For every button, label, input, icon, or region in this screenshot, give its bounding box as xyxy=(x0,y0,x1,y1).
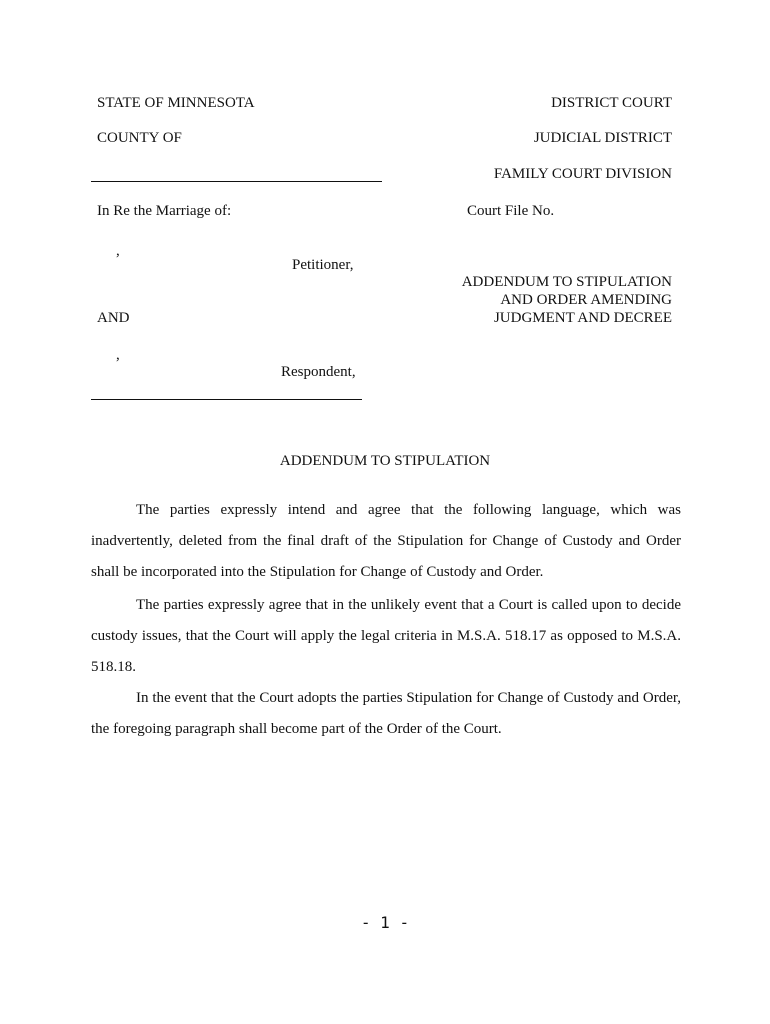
paragraph-3 xyxy=(91,683,681,745)
paragraph-1 xyxy=(91,495,681,588)
caption-divider-top xyxy=(91,181,382,182)
respondent-name-comma: , xyxy=(116,347,120,363)
division-label: FAMILY COURT DIVISION xyxy=(493,166,672,182)
document-title-line1: ADDENDUM TO STIPULATION xyxy=(461,274,672,290)
state-label: STATE OF MINNESOTA xyxy=(97,95,255,111)
court-label: DISTRICT COURT xyxy=(551,95,672,111)
paragraph-2 xyxy=(91,590,681,683)
paragraph-3-text: In the event that the Court adopts the parties Stipulation for Change of Custody and Order, the foregoing paragraph shall become part of the Order of the Court. xyxy=(91,690,681,737)
county-label: COUNTY OF xyxy=(97,130,182,146)
paragraph-2-text: The parties expressly agree that in the unlikely event that a Court is called upon to decide custody issues, that the Court will apply the legal criteria in M.S.A. 518.17 as opposed to M.S.A. 518.18. xyxy=(91,597,681,675)
paragraph-1-text: The parties expressly intend and agree that the following language, which was inadvertently, deleted from the final draft of the Stipulation for Change of Custody and Order shall be incorporated into the Stipulation for Change of Custody and Order. xyxy=(91,502,681,580)
body-heading: ADDENDUM TO STIPULATION xyxy=(279,453,491,469)
page-number: - 1 - xyxy=(360,913,410,932)
judicial-district-label: JUDICIAL DISTRICT xyxy=(533,130,672,146)
document-title-line2: AND ORDER AMENDING xyxy=(500,292,672,308)
document-title-line3: JUDGMENT AND DECREE xyxy=(493,310,672,326)
court-file-label: Court File No. xyxy=(467,203,555,219)
and-label: AND xyxy=(97,310,130,326)
in-re-label: In Re the Marriage of: xyxy=(97,203,232,219)
petitioner-name-comma: , xyxy=(116,243,120,259)
respondent-label: Respondent, xyxy=(281,364,356,380)
caption-divider-bottom xyxy=(91,399,362,400)
petitioner-label: Petitioner, xyxy=(292,257,354,273)
